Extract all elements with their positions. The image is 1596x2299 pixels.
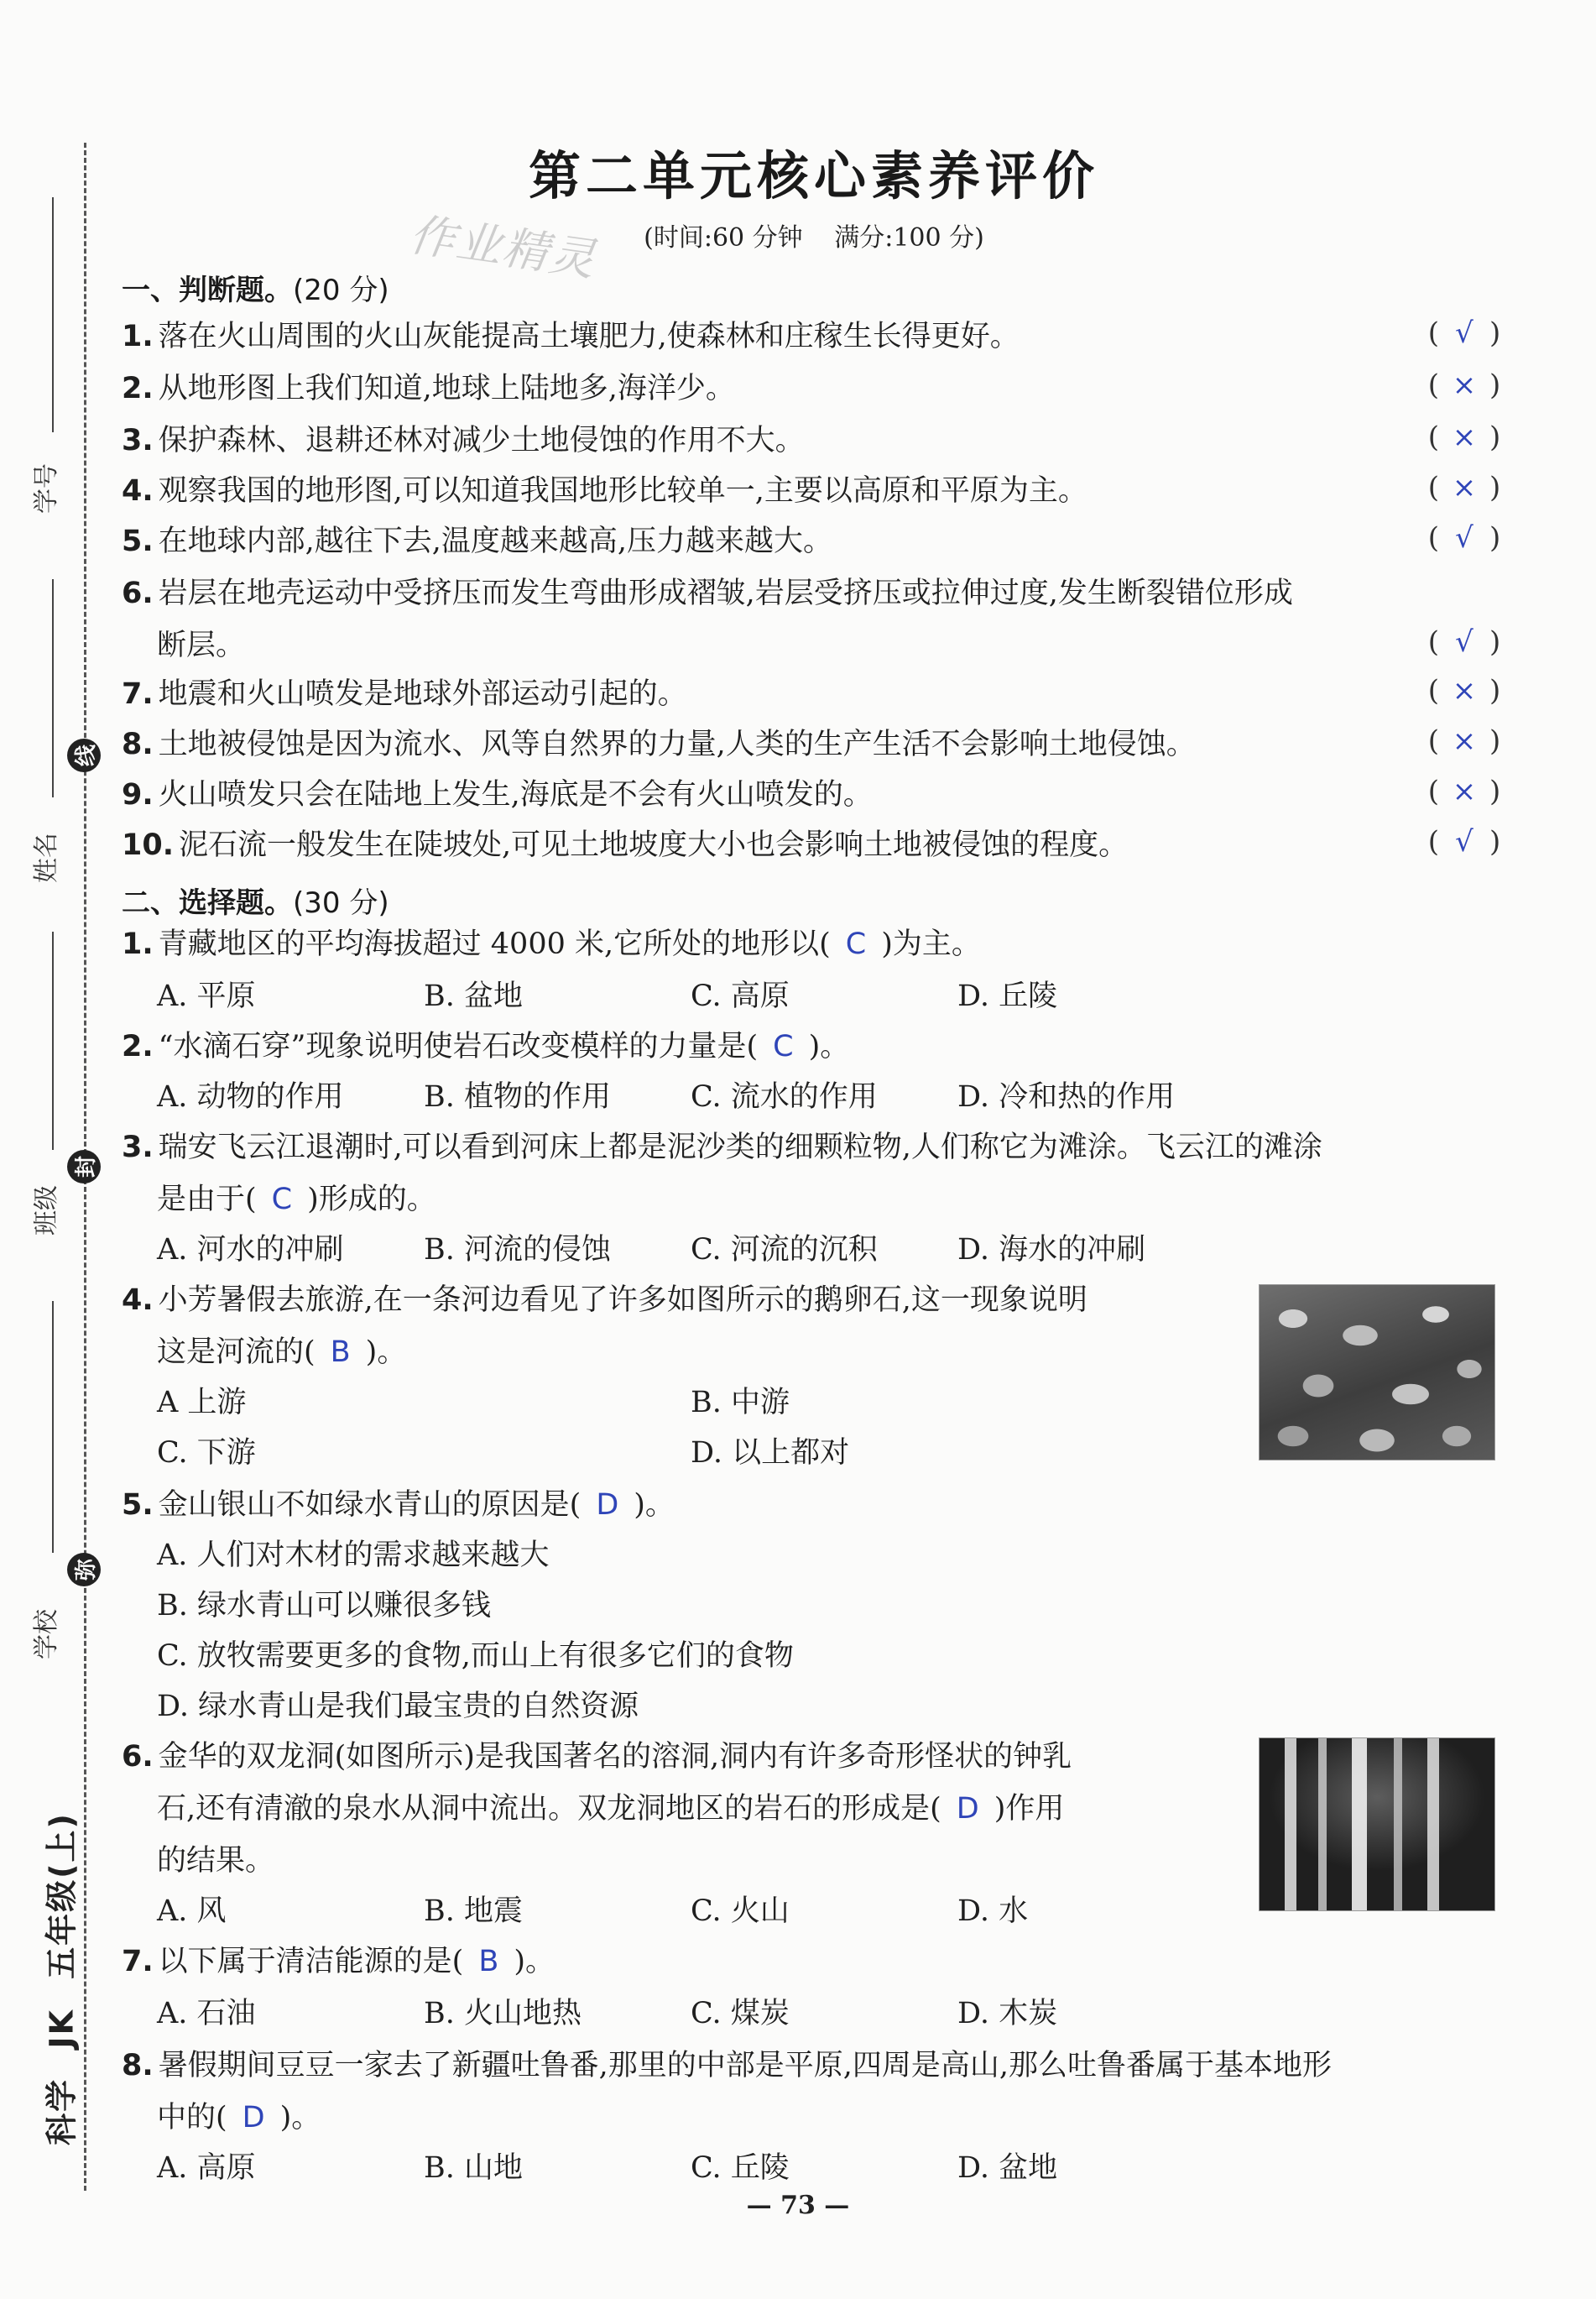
judge-answer-7: ( × ): [1427, 674, 1501, 708]
choice-answer-7: B: [478, 1945, 499, 1978]
option: D. 水: [957, 1894, 1029, 1928]
choice-answer-6: D: [956, 1792, 979, 1826]
option: C. 流水的作用: [691, 1080, 878, 1114]
seal-mi: 弥: [67, 1553, 101, 1586]
section-title: 一、判断题。: [122, 274, 293, 307]
option: D. 盆地: [957, 2151, 1058, 2185]
edition-code: JK: [43, 2009, 81, 2049]
choice-question-1: 1. 青藏地区的平均海拔超过 4000 米,它所处的地形以( C )为主。: [122, 918, 981, 970]
judge-question-6-cont: 断层。: [157, 629, 246, 662]
judge-question-10: 10. 泥石流一般发生在陡坡处,可见土地坡度大小也会影响土地被侵蚀的程度。: [122, 828, 1129, 862]
option: C. 高原: [691, 980, 790, 1013]
judge-answer-1: ( √ ): [1427, 316, 1501, 350]
seal-seal: 封: [67, 1150, 101, 1183]
section-heading-judgement: [122, 267, 389, 308]
choice-answer-3: C: [271, 1183, 293, 1216]
exam-info: [352, 217, 1275, 253]
name-field-line: [52, 579, 54, 797]
option: A. 风: [157, 1894, 227, 1928]
grade-label: 五年级(上): [43, 1812, 81, 1979]
pebbles-photo: [1259, 1284, 1495, 1460]
option: B. 中游: [691, 1386, 790, 1419]
option: D. 丘陵: [957, 980, 1058, 1013]
option: C. 河流的沉积: [691, 1233, 878, 1267]
choice-question-5: 5. 金山银山不如绿水青山的原因是( D )。: [122, 1479, 675, 1531]
judge-question-8: 8. 土地被侵蚀是因为流水、风等自然界的力量,人类的生产生活不会影响土地侵蚀。: [122, 728, 1196, 761]
option: C. 煤炭: [691, 1997, 790, 2030]
judge-question-4: 4. 观察我国的地形图,可以知道我国地形比较单一,主要以高原和平原为主。: [122, 474, 1087, 508]
section-score: (20 分): [293, 274, 389, 307]
judge-question-2: 2. 从地形图上我们知道,地球上陆地多,海洋少。: [122, 372, 735, 405]
option: C. 丘陵: [691, 2151, 790, 2185]
class-label: 班级: [32, 1185, 61, 1236]
judge-answer-6: ( √ ): [1427, 625, 1501, 659]
page-title: 第二单元核心素养评价: [528, 145, 1099, 206]
judge-answer-3: ( × ): [1427, 421, 1501, 454]
judge-question-5: 5. 在地球内部,越往下去,温度越来越高,压力越来越大。: [122, 525, 833, 558]
option: B. 地震: [424, 1894, 523, 1928]
option: B. 火山地热: [424, 1997, 582, 2030]
option: D. 海水的冲刷: [957, 1233, 1146, 1267]
choice-answer-8: D: [242, 2101, 265, 2134]
choice-question-6: 6. 金华的双龙洞(如图所示)是我国著名的溶洞,洞内有许多奇形怪状的钟乳 石,还有清澈的泉水从洞中流出。双龙洞地区的岩石的形成是( D )作用: [122, 1731, 1072, 1783]
judge-answer-2: ( × ): [1427, 368, 1501, 402]
option: B. 植物的作用: [424, 1080, 611, 1114]
section-heading-choice: [122, 880, 389, 921]
choice-answer-2: C: [773, 1030, 794, 1063]
option: B. 河流的侵蚀: [424, 1233, 611, 1267]
option: A. 河水的冲刷: [157, 1233, 344, 1267]
judge-question-9: 9. 火山喷发只会在陆地上发生,海底是不会有火山喷发的。: [122, 778, 873, 812]
choice-option-5d: D. 绿水青山是我们最宝贵的自然资源: [157, 1690, 639, 1723]
choice-question-8: 8. 暑假期间豆豆一家去了新疆吐鲁番,那里的中部是平原,四周是高山,那么吐鲁番属于基本地形 中的( D )。: [122, 2040, 1332, 2092]
watermark: 作业精灵: [406, 207, 600, 287]
section-title: 二、选择题。: [122, 886, 293, 920]
choice-question-7: 7. 以下属于清洁能源的是( B )。: [122, 1936, 555, 1988]
judge-question-6: 6. 岩层在地壳运动中受挤压而发生弯曲形成褶皱,岩层受挤压或拉伸过度,发生断裂错位形成 断层。: [122, 567, 1293, 619]
judge-question-3: 3. 保护森林、退耕还林对减少土地侵蚀的作用不大。: [122, 424, 805, 457]
option: A. 高原: [157, 2151, 256, 2185]
page-number: — 73 —: [746, 2191, 850, 2220]
option: D. 以上都对: [691, 1436, 850, 1470]
judge-answer-9: ( × ): [1427, 775, 1501, 808]
choice-question-6-end: 的结果。: [157, 1844, 275, 1878]
name-label: 姓名: [32, 833, 61, 883]
choice-option-5a: A. 人们对木材的需求越来越大: [157, 1539, 550, 1572]
class-field-line: [52, 932, 54, 1150]
student-id-label: 学号: [32, 463, 61, 514]
subject-grade-label: [36, 1803, 82, 2155]
choice-question-2: 2. “水滴石穿”现象说明使岩石改变模样的力量是( C )。: [122, 1021, 849, 1073]
option: D. 木炭: [957, 1997, 1058, 2030]
choice-answer-1: C: [845, 927, 867, 961]
section-score: (30 分): [293, 886, 389, 920]
option: A. 平原: [157, 980, 256, 1013]
time-limit: (时间:60 分钟: [644, 223, 803, 253]
option: A. 动物的作用: [157, 1080, 344, 1114]
judge-question-7: 7. 地震和火山喷发是地球外部运动引起的。: [122, 677, 687, 711]
full-score: 满分:100 分): [834, 223, 984, 253]
choice-question-3: 3. 瑞安飞云江退潮时,可以看到河床上都是泥沙类的细颗粒物,人们称它为滩涂。飞云江的滩涂 是由于( C )形成的。: [122, 1121, 1322, 1173]
option: D. 冷和热的作用: [957, 1080, 1176, 1114]
judge-answer-5: ( √ ): [1427, 521, 1501, 555]
school-label: 学校: [32, 1609, 61, 1659]
choice-option-5b: B. 绿水青山可以赚很多钱: [157, 1589, 491, 1622]
option: C. 下游: [157, 1436, 256, 1470]
student-id-field-line: [52, 197, 54, 432]
cave-photo: [1259, 1737, 1495, 1911]
judge-answer-8: ( × ): [1427, 724, 1501, 758]
choice-answer-4: B: [330, 1335, 351, 1369]
judge-answer-10: ( √ ): [1427, 825, 1501, 859]
option: A. 石油: [157, 1997, 256, 2030]
subject-name: 科学: [43, 2077, 81, 2145]
judge-question-1: 1. 落在火山周围的火山灰能提高土壤肥力,使森林和庄稼生长得更好。: [122, 320, 1020, 353]
option: B. 山地: [424, 2151, 523, 2185]
school-field-line: [52, 1301, 54, 1553]
choice-answer-5: D: [596, 1488, 619, 1522]
choice-option-5c: C. 放牧需要更多的食物,而山上有很多它们的食物: [157, 1639, 794, 1673]
judge-answer-4: ( × ): [1427, 471, 1501, 504]
seal-line: 线: [67, 739, 101, 772]
option: A 上游: [157, 1386, 247, 1419]
option: B. 盆地: [424, 980, 523, 1013]
option: C. 火山: [691, 1894, 790, 1928]
choice-question-4: 4. 小芳暑假去旅游,在一条河边看见了许多如图所示的鹅卵石,这一现象说明 这是河流的( B )。: [122, 1274, 1087, 1326]
